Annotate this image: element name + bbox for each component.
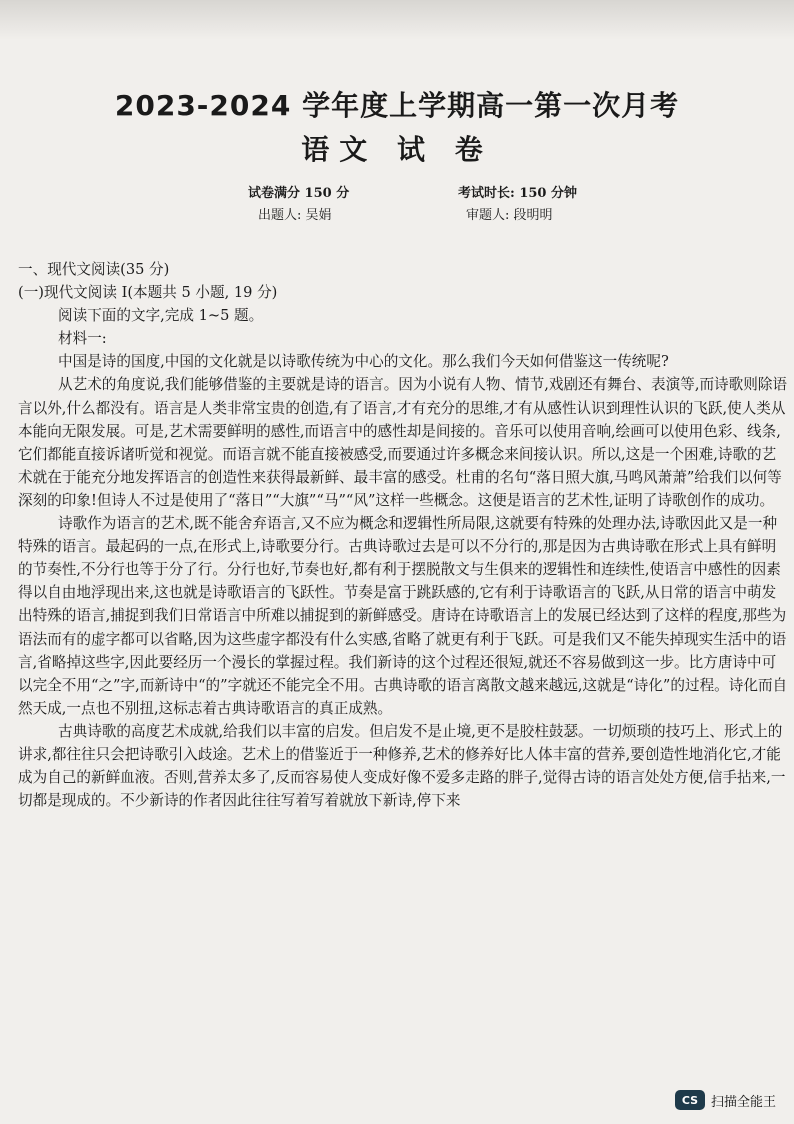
scan-shadow xyxy=(0,0,794,40)
exam-reviewer: 审题人: 段明明 xyxy=(466,208,553,223)
scanner-watermark xyxy=(675,1088,776,1112)
section-subheading: (一)现代文阅读 I(本题共 5 小题, 19 分) xyxy=(18,284,278,302)
exam-duration: 考试时长: 150 分钟 xyxy=(458,186,577,201)
reading-section xyxy=(18,258,788,812)
exam-author: 出题人: 吴娟 xyxy=(258,208,332,223)
paragraph: 中国是诗的国度,中国的文化就是以诗歌传统为中心的文化。那么我们今天如何借鉴这一传统呢? xyxy=(58,353,669,371)
material-label: 材料一: xyxy=(58,330,107,348)
full-score: 试卷满分 150 分 xyxy=(248,186,350,201)
section-instruction: 阅读下面的文字,完成 1~5 题。 xyxy=(58,307,264,325)
exam-subtitle: 语文 试 卷 xyxy=(301,133,493,166)
camscanner-logo-icon: CS xyxy=(675,1090,705,1110)
watermark-label: 扫描全能王 xyxy=(710,1094,776,1110)
paragraph: 诗歌作为语言的艺术,既不能舍弃语言,又不应为概念和逻辑性所局限,这就要有特殊的处理办法,诗歌因此又是一种特殊的语言。最起码的一点,在形式上,诗歌要分行。古典诗歌过去是可以不分行的,那是因为古典诗歌在形式上具有鲜明的节奏性,不分行也等于分了行。分行也好,节奏也好,都有利于摆脱散文与生俱来的逻辑性和连续性,使语言中感性的因素得以自由地浮现出来,这也就是诗歌语言的飞跃性。节奏是富于跳跃感的,它有利于诗歌语言的飞跃,从日常的语言中萌发出特殊的语言,捕捉到我们日常语言中所难以捕捉到的新鲜感受。唐诗在诗歌语言上的发展已经达到了这样的程度,那些为语法而有的虚字都可以省略,因为这些虚字都没有什么实感,省略了就更有利于飞跃。可是我们又不能失掉现实生活中的语言,省略掉这些字,因此要经历一个漫长的掌握过程。我们新诗的这个过程还很短,就还不容易做到这一步。比方唐诗中可以完全不用“之”字,而新诗中“的”字就还不能完全不用。古典诗歌的语言离散文越来越远,这就是“诗化”的过程。诗化而自然天成,一点也不别扭,这标志着古典诗歌语言的真正成熟。 xyxy=(18,515,788,717)
section-heading: 一、现代文阅读(35 分) xyxy=(18,261,170,278)
exam-title: 2023-2024 学年度上学期高一第一次月考 xyxy=(114,89,680,122)
paragraph: 古典诗歌的高度艺术成就,给我们以丰富的启发。但启发不是止境,更不是胶柱鼓瑟。一切烦琐的技巧上、形式上的讲求,都往往只会把诗歌引入歧途。艺术上的借鉴近于一种修养,艺术的修养好比人体丰富的营养,要创造性地消化它,才能成为自己的新鲜血液。否则,营养太多了,反而容易使人变成好像不爱多走路的胖子,觉得古诗的语言处处方便,信手拈来,一切都是现成的。不少新诗的作者因此往往写着写着就放下新诗,停下来 xyxy=(18,722,786,810)
paragraph: 从艺术的角度说,我们能够借鉴的主要就是诗的语言。因为小说有人物、情节,戏剧还有舞台、表演等,而诗歌则除语言以外,什么都没有。语言是人类非常宝贵的创造,有了语言,才有充分的思维,才有从感性认识到理性认识的飞跃,使人类从本能向无限发展。可是,艺术需要鲜明的感性,而语言中的感性却是间接的。音乐可以使用音响,绘画可以使用色彩、线条,它们都能直接诉诸听觉和视觉。而语言就不能直接被感受,而要通过许多概念来间接认识。所以,这是一个困难,诗歌的艺术就在于能充分地发挥语言的创造性来获得最新鲜、最丰富的感受。杜甫的名句“落日照大旗,马鸣风萧萧”给我们以何等深刻的印象!但诗人不过是使用了“落日”“大旗”“马”“风”这样一些概念。这便是语言的艺术性,证明了诗歌创作的成功。 xyxy=(18,376,788,509)
